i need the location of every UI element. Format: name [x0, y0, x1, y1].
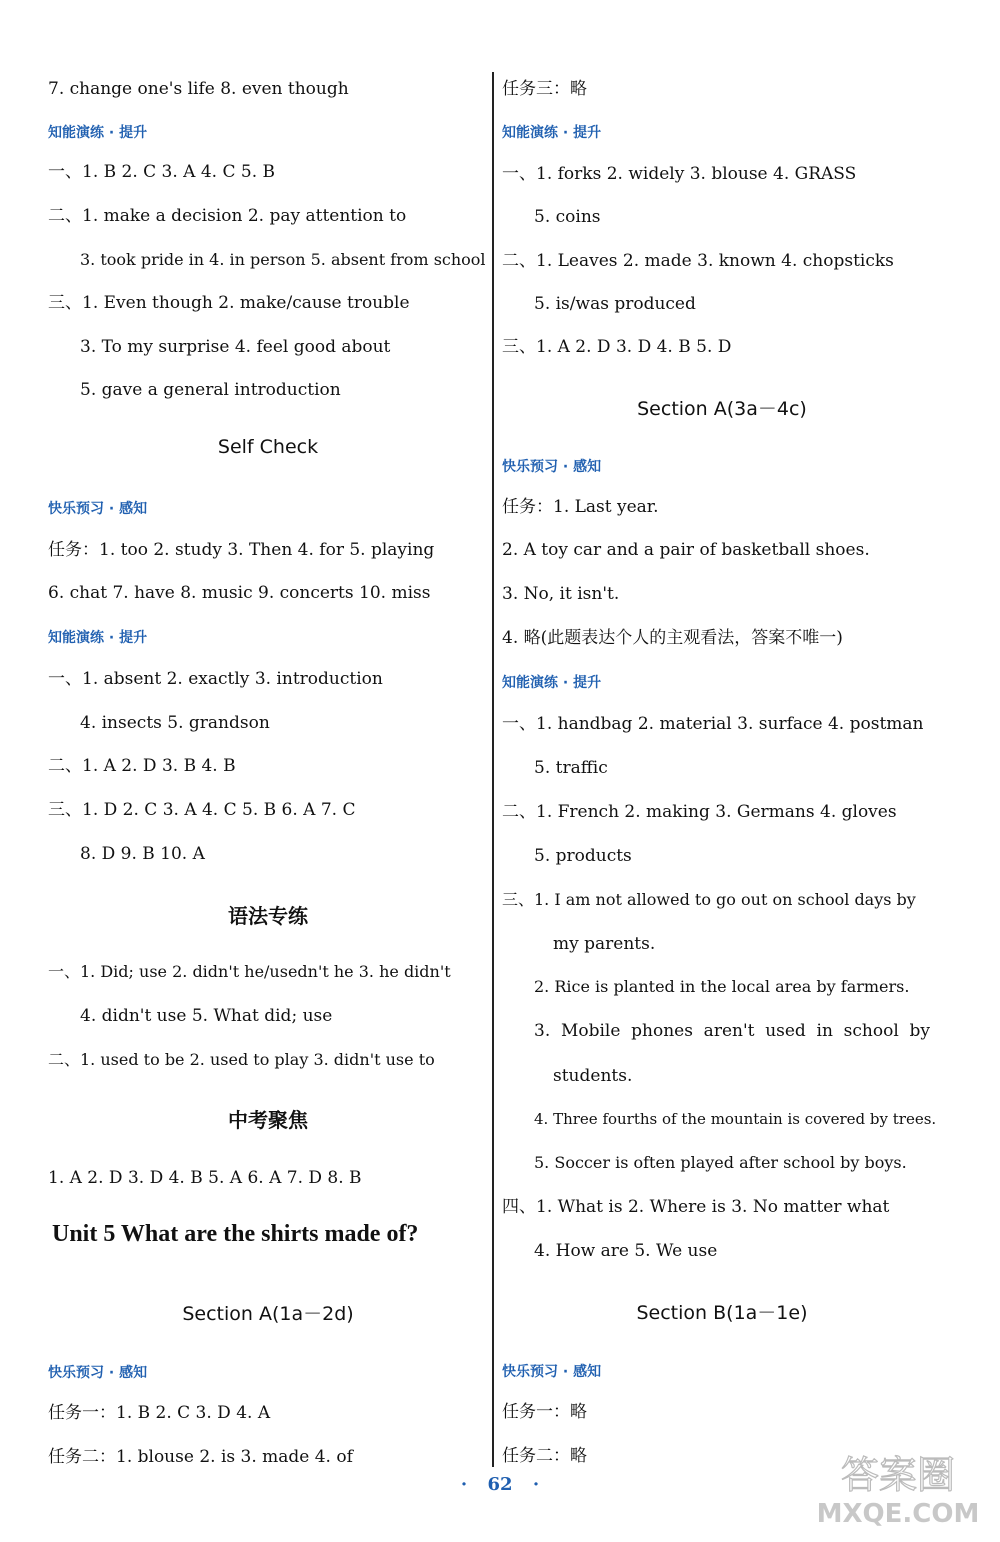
- answer-line: 5. gave a general introduction: [80, 380, 341, 400]
- answer-line: 4. How are 5. We use: [534, 1241, 718, 1261]
- answer-line: 一、1. B 2. C 3. A 4. C 5. B: [48, 162, 276, 182]
- answer-line: 2. A toy car and a pair of basketball shoes.: [502, 540, 870, 560]
- answer-line: 任务二：1. blouse 2. is 3. made 4. of: [48, 1447, 353, 1467]
- section-tag: 快乐预习 · 感知: [48, 501, 148, 517]
- section-heading: 语法专练: [228, 904, 308, 928]
- section-heading: Section A(3a－4c): [637, 398, 807, 420]
- answer-line: 5. Soccer is often played after school by boys.: [534, 1153, 907, 1172]
- column-divider: [492, 72, 494, 1467]
- answer-line: 5. is/was produced: [534, 294, 696, 314]
- answer-line: 2. Rice is planted in the local area by farmers.: [534, 977, 910, 996]
- section-heading: 中考聚焦: [228, 1108, 308, 1132]
- answer-line: my parents.: [553, 934, 656, 954]
- answer-line: 任务三：略: [502, 79, 587, 99]
- answer-line: 5. traffic: [534, 758, 608, 778]
- answer-line: 4. insects 5. grandson: [80, 713, 270, 733]
- section-tag: 快乐预习 · 感知: [502, 1364, 602, 1380]
- answer-line: 任务二：略: [502, 1446, 587, 1466]
- answer-line: 一、1. forks 2. widely 3. blouse 4. GRASS: [502, 164, 857, 184]
- answer-line: students.: [553, 1066, 633, 1086]
- answer-line: 任务：1. Last year.: [502, 497, 659, 517]
- section-tag: 知能演练 · 提升: [502, 125, 602, 141]
- answer-line: 7. change one's life 8. even though: [48, 79, 349, 99]
- answer-line: 8. D 9. B 10. A: [80, 844, 205, 864]
- section-tag: 快乐预习 · 感知: [502, 459, 602, 475]
- answer-line: 三、1. D 2. C 3. A 4. C 5. B 6. A 7. C: [48, 800, 356, 820]
- answer-line: 任务：1. too 2. study 3. Then 4. for 5. playing: [48, 540, 435, 560]
- watermark-text-en: MXQE.COM: [816, 1499, 980, 1529]
- answer-line: 4. 略(此题表达个人的主观看法，答案不唯一): [502, 628, 843, 648]
- answer-line: 三、1. I am not allowed to go out on school days by: [502, 890, 916, 909]
- answer-line: 二、1. used to be 2. used to play 3. didn't use to: [48, 1050, 435, 1069]
- answer-line: 3. No, it isn't.: [502, 584, 620, 604]
- section-tag: 快乐预习 · 感知: [48, 1365, 148, 1381]
- unit-title: Unit 5 What are the shirts made of?: [52, 1221, 419, 1247]
- answer-line: 二、1. French 2. making 3. Germans 4. gloves: [502, 802, 897, 822]
- answer-line: 二、1. Leaves 2. made 3. known 4. chopsticks: [502, 251, 894, 271]
- answer-line: 5. products: [534, 846, 632, 866]
- answer-line: 二、1. make a decision 2. pay attention to: [48, 206, 407, 226]
- answer-line: 4. didn't use 5. What did; use: [80, 1006, 333, 1026]
- page-number-value: 62: [487, 1474, 513, 1495]
- section-tag: 知能演练 · 提升: [48, 630, 148, 646]
- answer-line: 6. chat 7. have 8. music 9. concerts 10. miss: [48, 583, 431, 603]
- answer-line: 5. coins: [534, 207, 601, 227]
- section-heading: Section A(1a－2d): [182, 1303, 354, 1325]
- watermark-text-cn: 答案圈: [840, 1453, 956, 1497]
- answer-line: 三、1. Even though 2. make/cause trouble: [48, 293, 410, 313]
- answer-line: 1. A 2. D 3. D 4. B 5. A 6. A 7. D 8. B: [48, 1168, 362, 1188]
- section-heading: Self Check: [217, 436, 319, 458]
- section-heading: Section B(1a－1e): [636, 1302, 808, 1324]
- page-dot-left: ·: [460, 1474, 468, 1495]
- watermark-logo: [810, 1448, 986, 1530]
- page-dot-right: ·: [532, 1474, 540, 1495]
- answer-line: 二、1. A 2. D 3. B 4. B: [48, 756, 236, 776]
- answer-line: 三、1. A 2. D 3. D 4. B 5. D: [502, 337, 732, 357]
- answer-line: 4. Three fourths of the mountain is covered by trees.: [534, 1110, 937, 1128]
- answer-line: 四、1. What is 2. Where is 3. No matter what: [502, 1197, 890, 1217]
- answer-line: 任务一：1. B 2. C 3. D 4. A: [48, 1403, 271, 1423]
- section-tag: 知能演练 · 提升: [502, 675, 602, 691]
- answer-line: 3. Mobile phones aren't used in school by: [534, 1021, 930, 1041]
- answer-line: 一、1. Did; use 2. didn't he/usedn't he 3. he didn't: [48, 962, 451, 981]
- answer-line: 一、1. absent 2. exactly 3. introduction: [48, 669, 383, 689]
- answer-line: 3. took pride in 4. in person 5. absent from school: [80, 250, 486, 269]
- answer-line: 任务一：略: [502, 1402, 587, 1422]
- section-tag: 知能演练 · 提升: [48, 125, 148, 141]
- answer-line: 一、1. handbag 2. material 3. surface 4. postman: [502, 714, 924, 734]
- answer-line: 3. To my surprise 4. feel good about: [80, 337, 391, 357]
